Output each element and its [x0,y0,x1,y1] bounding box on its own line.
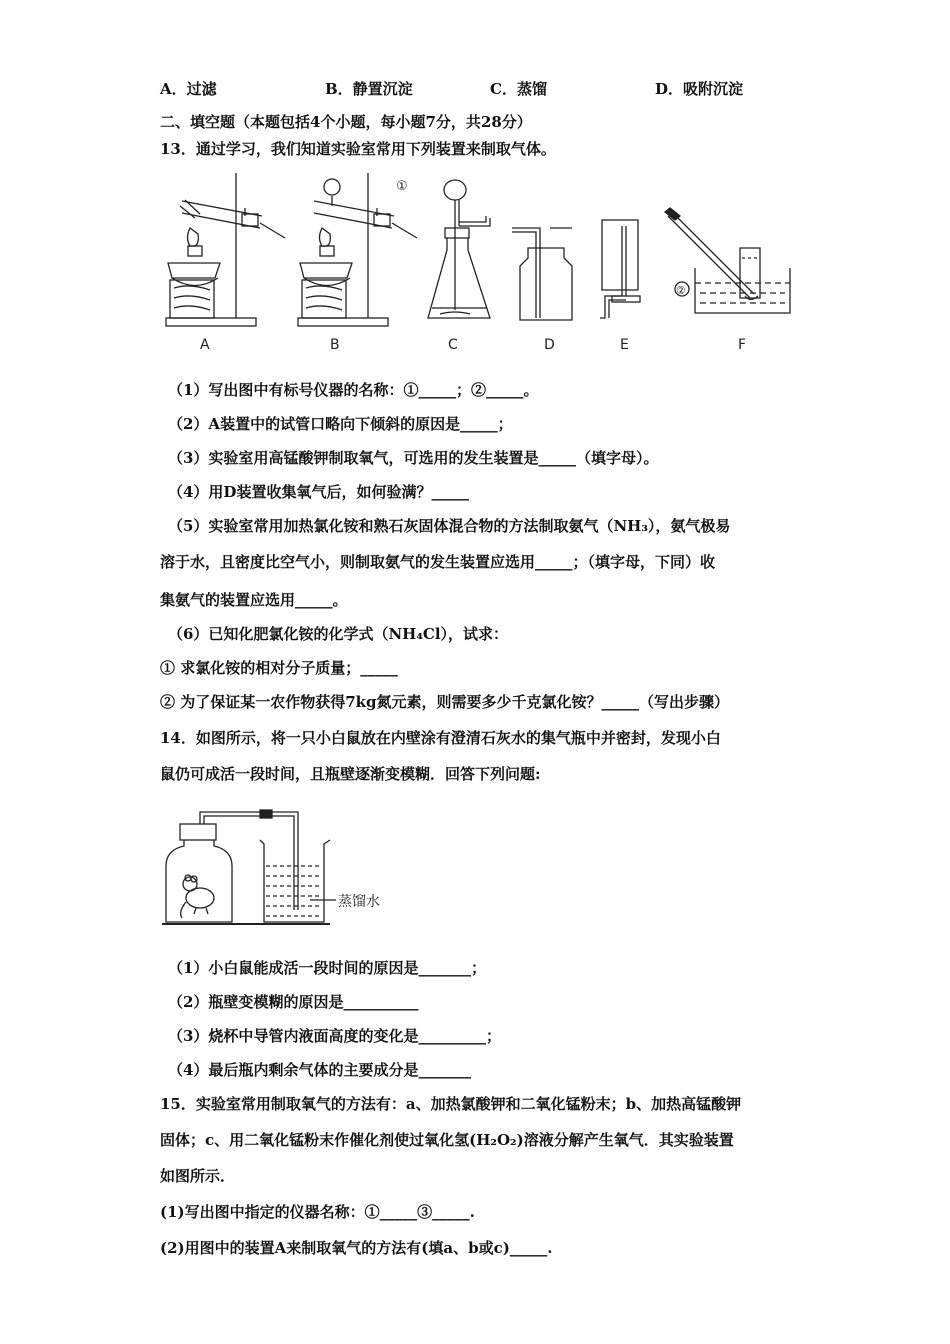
q15-intro-line2: 固体；c、用二氧化锰粉末作催化剂使过氧化氢(H₂O₂)溶液分解产生氧气．其实验装置 [160,1131,734,1149]
q13-part5-line3: 集氨气的装置应选用_____。 [160,591,348,609]
label-c: C [448,337,458,353]
q13-part3: （3）实验室用高锰酸钾制取氧气，可选用的发生装置是_____（填字母）。 [168,449,659,467]
apparatus-f [665,208,790,313]
q13-part6-sub2: ② 为了保证某一农作物获得7kg氮元素，则需要多少千克氯化铵？_____（写出步骤） [160,693,730,711]
q14-mouse-jar-figure [160,800,420,930]
q15-part2: (2)用图中的装置A来制取氧气的方法有(填a、b或c)_____. [160,1239,553,1257]
water-label: 蒸馏水 [338,894,380,910]
apparatus-c [428,180,490,318]
q14-part2: （2）瓶壁变模糊的原因是__________ [168,993,419,1011]
q12-options [160,78,800,99]
q13-part1: （1）写出图中有标号仪器的名称：①_____；②_____。 [168,381,539,399]
q14-intro-line1: 14．如图所示，将一只小白鼠放在内壁涂有澄清石灰水的集气瓶中并密封，发现小白 [160,729,721,747]
q14-part4: （4）最后瓶内剩余气体的主要成分是_______ [168,1061,471,1079]
label-e: E [620,337,629,353]
option-d: D．吸附沉淀 [655,80,744,98]
apparatus-b [298,173,417,326]
option-b: B．静置沉淀 [325,80,413,98]
apparatus-d [512,228,572,320]
q14-part1: （1）小白鼠能成活一段时间的原因是_______； [168,959,486,977]
q15-intro-line1: 15．实验室常用制取氧气的方法有：a、加热氯酸钾和二氧化锰粉末；b、加热高锰酸钾 [160,1095,742,1113]
apparatus-a [166,173,285,326]
label-d: D [544,337,555,353]
q13-part5-line1: （5）实验室常用加热氯化铵和熟石灰固体混合物的方法制取氨气（NH₃），氨气极易 [168,517,731,535]
label-a: A [200,337,210,353]
q13-intro: 13．通过学习，我们知道实验室常用下列装置来制取气体。 [160,140,556,158]
option-c: C．蒸馏 [490,80,547,98]
q13-part4: （4）用D装置收集氧气后，如何验满？_____ [168,483,469,501]
marker-2: ② [676,284,686,297]
q15-intro-line3: 如图所示． [160,1167,236,1185]
q13-apparatus-figure [160,168,800,358]
q13-part6: （6）已知化肥氯化铵的化学式（NH₄Cl），试求： [168,625,509,643]
apparatus-e [600,220,640,318]
q15-part1: (1)写出图中指定的仪器名称：①_____③_____. [160,1203,475,1221]
section-heading: 二、填空题（本题包括4个小题，每小题7分，共28分） [160,113,532,131]
q14-part3: （3）烧杯中导管内液面高度的变化是_________； [168,1027,501,1045]
q13-part6-sub1: ① 求氯化铵的相对分子质量；_____ [160,659,398,677]
q14-intro-line2: 鼠仍可成活一段时间，且瓶壁逐渐变模糊．回答下列问题: [160,765,541,783]
marker-1: ① [396,179,408,194]
option-a: A．过滤 [160,80,217,98]
q13-part2: （2）A装置中的试管口略向下倾斜的原因是_____； [168,415,513,433]
label-b: B [330,337,340,353]
label-f: F [738,337,747,353]
q13-part5-line2: 溶于水，且密度比空气小，则制取氨气的发生装置应选用_____；（填字母，下同）收 [160,553,716,571]
